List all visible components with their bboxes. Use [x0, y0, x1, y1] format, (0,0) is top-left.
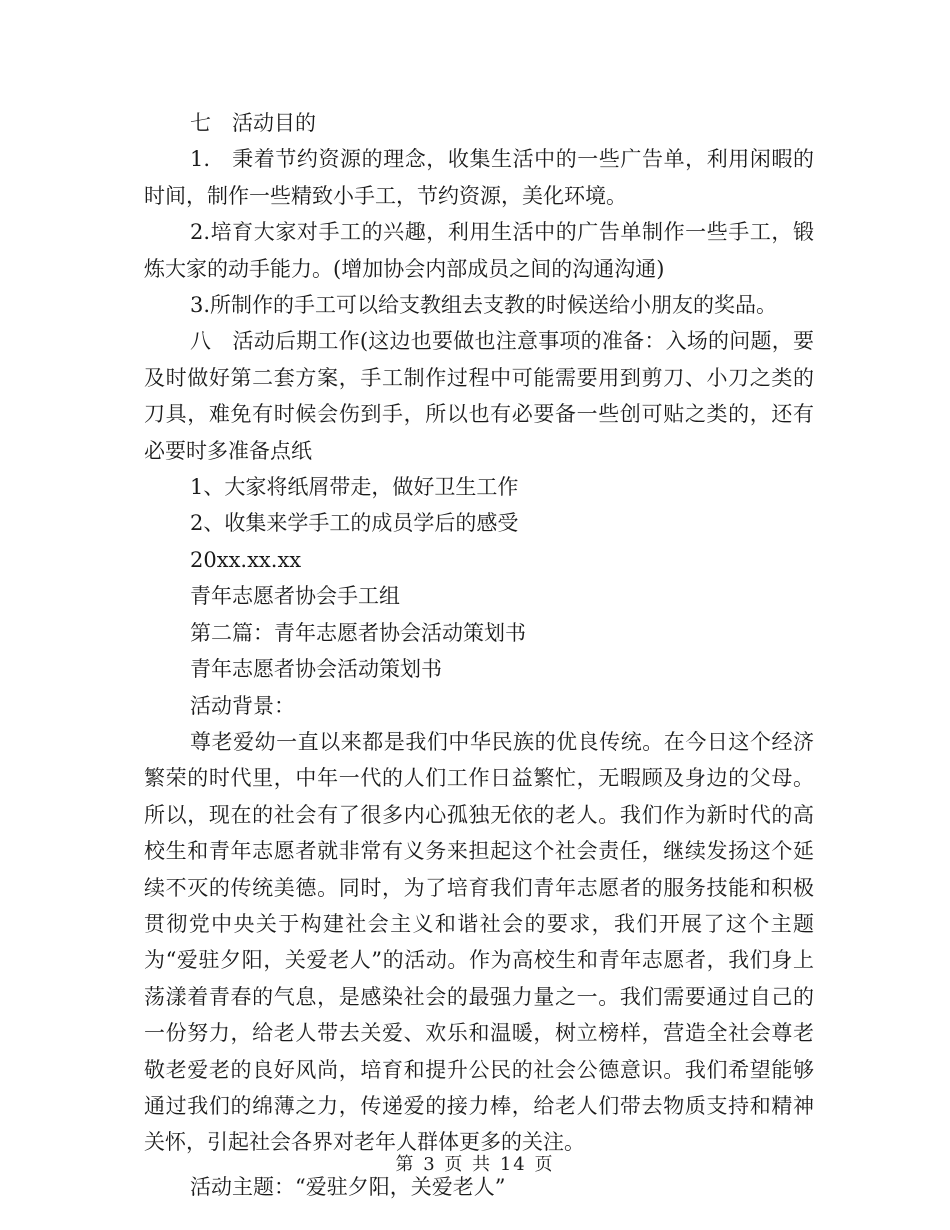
after-work-item-1: 1、大家将纸屑带走，做好卫生工作 — [190, 475, 519, 500]
after-work-item-2: 2、收集来学手工的成员学后的感受 — [190, 511, 519, 536]
background-label: 活动背景： — [190, 693, 295, 718]
page-number-footer: 第 3 页 共 14 页 — [395, 1154, 555, 1175]
document-body — [144, 105, 814, 1205]
section-heading-activity-purpose: 七 活动目的 — [190, 111, 316, 135]
purpose-item-1: 1. 秉着节约资源的理念，收集生活中的一些广告单，利用闲暇的时间，制作一些精致小手工，节约资源，美化环境。 — [144, 147, 814, 208]
organization-name: 青年志愿者协会手工组 — [190, 584, 400, 609]
plan-title: 青年志愿者协会活动策划书 — [190, 657, 442, 682]
section-heading-after-work: 八 活动后期工作(这边也要做也注意事项的准备：入场的问题，要及时做好第二套方案，手工制作过程中可能需要用到剪刀、小刀之类的刀具，难免有时候会伤到手，所以也有必要备一些创可贴之类的，还有必要时多准备点纸 — [144, 329, 814, 463]
purpose-item-2: 2.培育大家对手工的兴趣，利用生活中的广告单制作一些手工，锻炼大家的动手能力。(增加协会内部成员之间的沟通沟通) — [144, 220, 814, 281]
part-two-title: 第二篇：青年志愿者协会活动策划书 — [190, 620, 526, 645]
purpose-item-3: 3.所制作的手工可以给支教组去支教的时候送给小朋友的奖品。 — [190, 293, 778, 318]
document-date: 20xx.xx.xx — [190, 547, 302, 572]
background-paragraph: 尊老爱幼一直以来都是我们中华民族的优良传统。在今日这个经济繁荣的时代里，中年一代的人们工作日益繁忙，无暇顾及身边的父母。所以，现在的社会有了很多内心孤独无依的老人。我们作为新时代的高校生和青年志愿者就非常有义务来担起这个社会责任，继续发扬这个延续不灭的传统美德。同时，为了培育我们青年志愿者的服务技能和积极贯彻党中央关于构建社会主义和谐社会的要求，我们开展了这个主题为“爱驻夕阳，关爱老人”的活动。作为高校生和青年志愿者，我们身上荡漾着青春的气息，是感染社会的最强力量之一。我们需要通过自己的一份努力，给老人带去关爱、欢乐和温暖，树立榜样，营造全社会尊老敬老爱老的良好风尚，培育和提升公民的社会公德意识。我们希望能够通过我们的绵薄之力，传递爱的接力棒，给老人们带去物质支持和精神关怀，引起社会各界对老年人群体更多的关注。 — [144, 729, 814, 1155]
activity-theme: 活动主题：“爱驻夕阳，关爱老人” — [190, 1174, 506, 1199]
